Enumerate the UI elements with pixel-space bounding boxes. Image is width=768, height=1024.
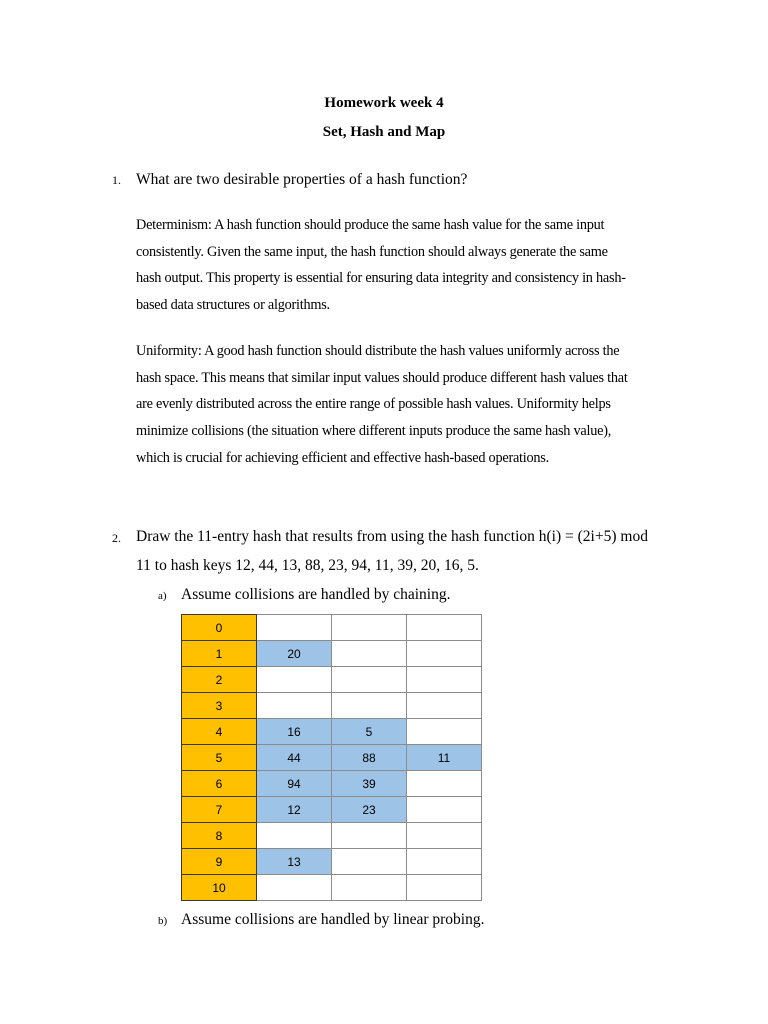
hash-table-row [182,771,482,797]
paragraph-line: hash output. This property is essential for ensuring data integrity and consistency in hash- [136,270,626,287]
part-b-text: Assume collisions are handled by linear probing. [181,911,485,928]
hash-table-row [182,797,482,823]
hash-table-row [182,745,482,771]
hash-chain-cell: 11 [407,745,482,771]
question-1-number: 1. [112,173,121,187]
hash-empty-cell [407,849,482,875]
question-1-text: What are two desirable properties of a hash function? [136,171,468,188]
document-subtitle: Set, Hash and Map [322,124,446,140]
hash-empty-cell [407,615,482,641]
paragraph-line: Uniformity: A good hash function should distribute the hash values uniformly across the [136,343,620,359]
hash-index-cell: 10 [182,875,257,901]
part-a-label: a) [158,590,167,602]
hash-empty-cell [332,693,407,719]
hash-empty-cell [257,693,332,719]
hash-empty-cell [407,771,482,797]
paragraph-line: Determinism: A hash function should produce the same hash value for the same input [136,217,605,233]
hash-empty-cell [332,849,407,875]
question-2-line: Draw the 11-entry hash that results from using the hash function h(i) = (2i+5) mod [136,528,648,545]
hash-empty-cell [407,875,482,901]
paragraph-line: based data structures or algorithms. [136,297,330,314]
hash-index-cell: 9 [182,849,257,875]
hash-empty-cell [332,823,407,849]
hash-chain-cell: 44 [257,745,332,771]
part-a-text: Assume collisions are handled by chaining. [181,586,451,603]
hash-chain-cell: 39 [332,771,407,797]
hash-index-cell: 2 [182,667,257,693]
hash-table-row [182,719,482,745]
hash-chain-cell: 20 [257,641,332,667]
hash-empty-cell [407,641,482,667]
hash-empty-cell [407,667,482,693]
uniformity-paragraph [136,338,696,472]
hash-index-cell: 4 [182,719,257,745]
hash-table-row [182,615,482,641]
hash-index-cell: 0 [182,615,257,641]
question-2-number: 2. [112,531,121,545]
hash-empty-cell [332,641,407,667]
hash-table-row [182,693,482,719]
hash-empty-cell [407,797,482,823]
paragraph-line: which is crucial for achieving efficient and effective hash-based operations. [136,449,549,466]
hash-chain-cell: 12 [257,797,332,823]
hash-empty-cell [257,667,332,693]
part-b-label: b) [158,915,168,927]
hash-empty-cell [407,719,482,745]
hash-chain-cell: 16 [257,719,332,745]
paragraph-line: minimize collisions (the situation where different inputs produce the same hash value), [136,423,612,440]
question-2-text [136,522,696,580]
hash-chain-cell: 5 [332,719,407,745]
hash-index-cell: 5 [182,745,257,771]
hash-empty-cell [407,823,482,849]
hash-empty-cell [332,667,407,693]
hash-empty-cell [407,693,482,719]
hash-empty-cell [257,615,332,641]
hash-chain-cell: 94 [257,771,332,797]
hash-index-cell: 6 [182,771,257,797]
hash-table-row [182,849,482,875]
hash-empty-cell [257,823,332,849]
paragraph-line: are evenly distributed across the entire range of possible hash values. Uniformity helps [136,396,611,413]
hash-table [181,614,482,901]
paragraph-line: hash space. This means that similar input values should produce different hash values that [136,369,628,386]
hash-empty-cell [257,875,332,901]
document-title: Homework week 4 [324,95,444,111]
hash-chain-cell: 13 [257,849,332,875]
hash-table-row [182,823,482,849]
hash-empty-cell [332,875,407,901]
hash-table-row [182,641,482,667]
hash-table-row [182,875,482,901]
paragraph-line: consistently. Given the same input, the hash function should always generate the same [136,243,608,260]
hash-table-row [182,667,482,693]
hash-index-cell: 1 [182,641,257,667]
hash-chain-cell: 23 [332,797,407,823]
hash-index-cell: 3 [182,693,257,719]
determinism-paragraph [136,212,696,319]
question-2-line: 11 to hash keys 12, 44, 13, 88, 23, 94, 11, 39, 20, 16, 5. [136,557,479,574]
hash-index-cell: 7 [182,797,257,823]
hash-index-cell: 8 [182,823,257,849]
hash-chain-cell: 88 [332,745,407,771]
hash-empty-cell [332,615,407,641]
